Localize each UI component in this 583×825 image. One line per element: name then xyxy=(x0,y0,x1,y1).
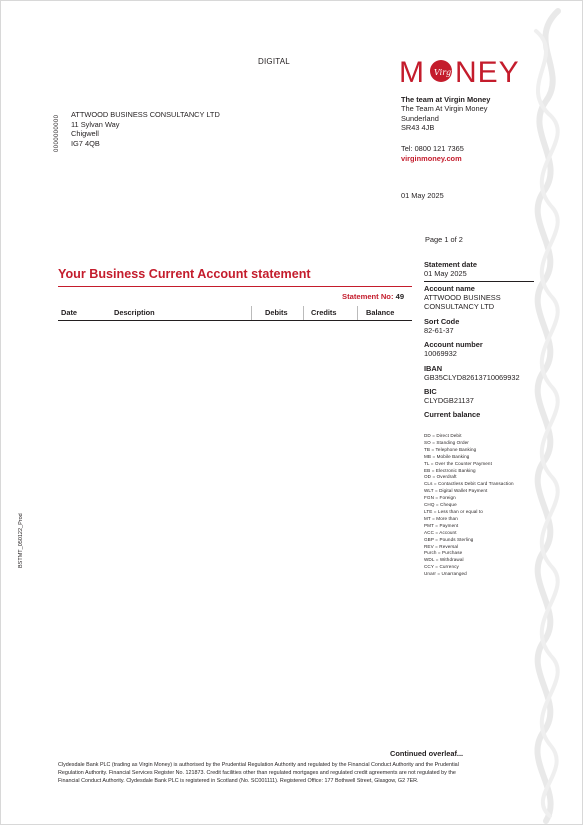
summary-value: CLYDGB21137 xyxy=(424,396,474,405)
tel-label: Tel: xyxy=(401,144,413,153)
digital-label: DIGITAL xyxy=(258,57,290,66)
legend-item: MT = More than xyxy=(424,515,458,521)
legal-footer: Clydesdale Bank PLC (trading as Virgin Money) is authorised by the Prudential Regulation Authority and regulated by the Financial Conduct Authority and the Prudential Regulation Authority. Financial Services Register No. 121873. Credit facilities other than regulated mortgages and regulated credit agreements are not regulated by the Financial Conduct Authority. Clydesdale Bank PLC is registered in Scotland (No. SC001111). Registered Office: 177 Bothwell Street, Glasgow, G2 7ER. xyxy=(58,762,459,785)
summary-iban xyxy=(424,364,520,382)
legend-item: LTE = Less than or equal to xyxy=(424,508,483,514)
summary-sort-code xyxy=(424,317,459,335)
summary-value: 10069932 xyxy=(424,349,457,358)
recipient-line: ATTWOOD BUSINESS CONSULTANCY LTD xyxy=(71,110,220,119)
legend-item: CCY = Currency xyxy=(424,564,459,570)
svg-text:M: M xyxy=(399,56,425,87)
legend-item: REV = Reversal xyxy=(424,543,459,549)
title-divider xyxy=(58,286,412,287)
legend-item: GBP = Pounds Sterling xyxy=(424,536,474,542)
abbreviations-legend xyxy=(424,433,514,578)
summary-label: Sort Code xyxy=(424,317,460,326)
legend-item: Purch = Purchase xyxy=(424,550,463,556)
svg-text:NEY: NEY xyxy=(455,56,520,87)
sender-line: Sunderland xyxy=(401,113,439,123)
recipient-line: 11 Sylvan Way xyxy=(71,119,120,129)
column-separator xyxy=(357,306,358,320)
legend-item: WLT = Digital Wallet Payment xyxy=(424,488,488,494)
summary-label: Statement date xyxy=(424,260,477,269)
legend-item: CLs = Contactless Debit Card Transaction xyxy=(424,481,514,487)
recipient-line: IG7 4QB xyxy=(71,138,100,148)
statement-number xyxy=(342,292,404,301)
svg-text:Virgin: Virgin xyxy=(434,68,459,77)
sender-address xyxy=(401,95,490,133)
summary-label: Account number xyxy=(424,340,483,349)
sender-line: The Team At Virgin Money xyxy=(401,104,488,114)
script-watermark xyxy=(506,1,580,825)
summary-current-balance xyxy=(424,410,480,419)
legend-item: OD = Overdraft xyxy=(424,474,457,480)
summary-value: 01 May 2025 xyxy=(424,269,467,278)
legend-item: MB = Mobile Banking xyxy=(424,453,470,459)
summary-account-number xyxy=(424,340,483,358)
statement-number-value: 49 xyxy=(395,292,405,301)
virgin-money-logo xyxy=(399,55,535,87)
letter-date: 01 May 2025 xyxy=(401,191,444,200)
summary-label: IBAN xyxy=(424,364,443,373)
legend-item: TL = Over the Counter Payment xyxy=(424,460,492,466)
legend-item: WDL = Withdrawal xyxy=(424,557,464,563)
summary-statement-date xyxy=(424,260,477,278)
column-date: Date xyxy=(61,308,78,317)
column-separator xyxy=(251,306,252,320)
page-number: Page 1 of 2 xyxy=(425,235,463,244)
column-description: Description xyxy=(114,308,155,317)
continued-overleaf: Continued overleaf... xyxy=(390,749,464,758)
sender-contact xyxy=(401,144,464,163)
legend-item: TB = Telephone Banking xyxy=(424,446,477,452)
legend-item: Unarr = Unarranged xyxy=(424,571,467,577)
column-balance: Balance xyxy=(366,308,395,317)
legend-item: PMT = Payment xyxy=(424,522,459,528)
recipient-address xyxy=(71,110,220,148)
recipient-line: Chigwell xyxy=(71,129,99,139)
legend-item: SO = Standing Order xyxy=(424,439,469,445)
logo-graphic xyxy=(399,55,535,87)
tel-number: 0800 121 7365 xyxy=(414,144,464,153)
legend-item: CHQ = Cheque xyxy=(424,502,457,508)
phone-line xyxy=(401,144,464,154)
summary-value: GB35CLYD82613710069932 xyxy=(424,373,520,382)
recipient-reference: 0000000000 xyxy=(54,114,60,152)
summary-value: 82-61-37 xyxy=(424,326,454,335)
website-link[interactable]: virginmoney.com xyxy=(401,153,462,163)
statement-number-label: Statement No: xyxy=(342,292,394,301)
legend-item: FGN = Foreign xyxy=(424,495,456,501)
transactions-table-header xyxy=(58,304,412,321)
column-debits: Debits xyxy=(265,308,288,317)
margin-code: BSTMT_050122_Prod xyxy=(18,513,24,568)
column-credits: Credits xyxy=(311,308,337,317)
summary-bic xyxy=(424,387,474,405)
statement-title: Your Business Current Account statement xyxy=(58,267,311,281)
column-separator xyxy=(303,306,304,320)
legend-item: ACC = Account xyxy=(424,529,457,535)
legend-item: EB = Electronic Banking xyxy=(424,467,476,473)
summary-account-name xyxy=(424,284,536,311)
legend-item: DD = Direct Debit xyxy=(424,433,462,438)
sender-line: SR43 4JB xyxy=(401,123,435,133)
sender-team-title: The team at Virgin Money xyxy=(401,95,491,104)
summary-label: Current balance xyxy=(424,410,481,419)
summary-label: BIC xyxy=(424,387,437,396)
summary-divider xyxy=(424,281,534,282)
summary-value: ATTWOOD BUSINESS CONSULTANCY LTD xyxy=(424,293,501,311)
summary-label: Account name xyxy=(424,284,475,293)
watermark-swirl xyxy=(506,1,580,825)
